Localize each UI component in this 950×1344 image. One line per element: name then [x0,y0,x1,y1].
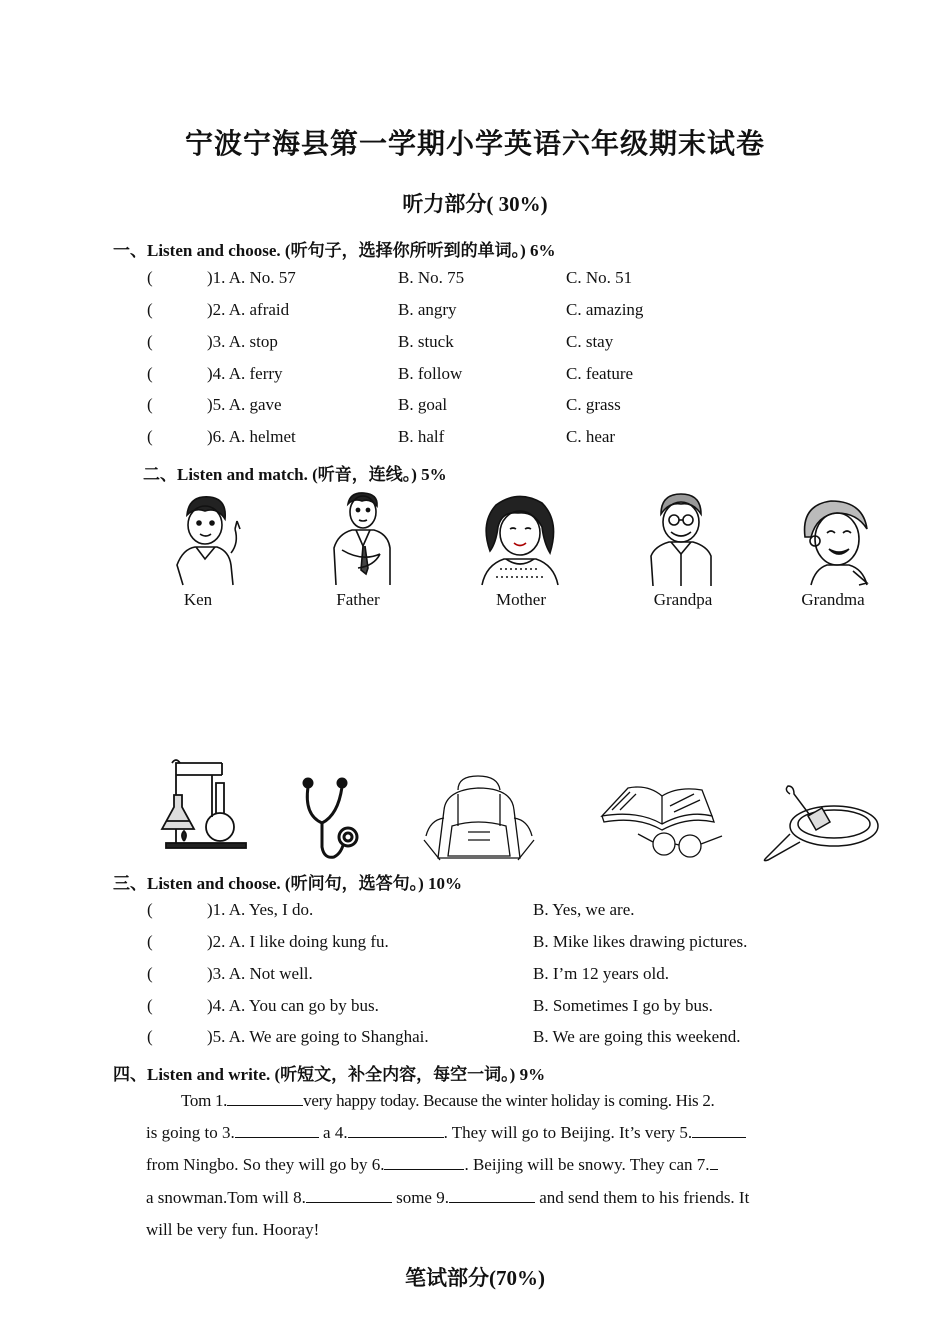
passage-line-5: will be very fun. Hooray! [146,1220,320,1239]
answer-paren[interactable]: ( [147,332,153,351]
option-a: )3. A. Not well. [207,964,313,983]
option-a: )4. A. ferry [207,364,283,383]
s3-item-3 [147,964,313,984]
option-b: B. Sometimes I go by bus. [533,996,713,1015]
answer-paren[interactable]: ( [147,364,153,383]
s1-item-3 [147,332,278,352]
book-glasses-picture [598,780,728,864]
passage-text: a snowman.Tom will 8. [146,1188,306,1207]
passage-text: from Ningbo. So they will go by 6. [146,1155,385,1174]
lab-equipment-picture [160,755,250,850]
s1-item-1 [147,268,296,288]
s1-item-5 [147,395,282,415]
answer-paren[interactable]: ( [147,268,153,287]
answer-paren[interactable]: ( [147,900,153,919]
passage-text: and send them to his friends. It [534,1188,750,1207]
option-a: )5. A. gave [207,395,282,414]
s3-item-2 [147,932,389,952]
blank-3[interactable] [235,1123,319,1138]
option-b: B. follow [398,364,463,383]
option-a: )1. A. No. 57 [207,268,296,287]
option-b: B. I’m 12 years old. [533,964,669,983]
option-c: C. grass [566,395,621,414]
option-b: B. stuck [398,332,454,351]
option-c: C. amazing [566,300,644,319]
answer-paren[interactable]: ( [147,996,153,1015]
passage-line-4 [146,1188,749,1208]
blank-5[interactable] [692,1123,746,1138]
option-a: )3. A. stop [207,332,278,351]
stethoscope-picture [298,775,366,863]
label-grandma: Grandma [801,590,865,609]
option-b: B. No. 75 [398,268,465,287]
answer-paren[interactable]: ( [147,427,153,446]
passage-text: very happy today. Because the winter holiday is coming. His 2. [303,1091,715,1110]
option-b: B. half [398,427,445,446]
answer-paren[interactable]: ( [147,964,153,983]
grandpa-picture [645,492,717,588]
passage-text: is going to 3. [146,1123,235,1142]
answer-paren[interactable]: ( [147,395,153,414]
backpack-picture [418,770,548,866]
option-c: C. hear [566,427,616,446]
blank-8[interactable] [306,1188,392,1203]
exam-title: 宁波宁海县第一学期小学英语六年级期末试卷 [184,127,765,160]
answer-paren[interactable]: ( [147,300,153,319]
blank-9[interactable] [449,1188,535,1203]
s1-item-2 [147,300,289,320]
written-header: 笔试部分(70%) [405,1266,545,1290]
answer-paren[interactable]: ( [147,932,153,951]
blank-6[interactable] [384,1155,464,1170]
section1-heading: 一、Listen and choose. (听句子，选择你所听到的单词。) 6% [113,241,556,260]
option-a: )5. A. We are going to Shanghai. [207,1027,429,1046]
option-b: B. angry [398,300,457,319]
blank-1[interactable] [227,1091,303,1106]
passage-text: some 9. [391,1188,449,1207]
passage-text: a 4. [318,1123,348,1142]
option-b: B. Mike likes drawing pictures. [533,932,748,951]
label-father: Father [336,590,380,609]
option-a: )2. A. I like doing kung fu. [207,932,389,951]
option-a: )4. A. You can go by bus. [207,996,379,1015]
blank-4[interactable] [348,1123,444,1138]
passage-text: . They will go to Beijing. It’s very 5. [443,1123,693,1142]
passage-text: . Beijing will be snowy. They can 7. [464,1155,710,1174]
option-a: )6. A. helmet [207,427,296,446]
s1-item-6 [147,427,296,447]
frying-pan-picture [760,788,882,866]
mother-picture [478,493,562,587]
passage-line-1 [181,1091,714,1111]
section3-heading: 三、Listen and choose. (听问句，选答句。) 10% [113,874,462,893]
label-ken: Ken [183,590,213,609]
passage-line-3 [146,1155,718,1175]
s3-item-4 [147,996,379,1016]
answer-paren[interactable]: ( [147,1027,153,1046]
option-c: C. feature [566,364,634,383]
passage-line-2 [146,1123,746,1143]
option-b: B. Yes, we are. [533,900,635,919]
s3-item-5 [147,1027,429,1047]
ken-picture [165,493,245,588]
option-c: C. stay [566,332,614,351]
option-a: )2. A. afraid [207,300,290,319]
label-mother: Mother [495,590,547,609]
passage-text: Tom 1. [181,1091,228,1110]
listening-header: 听力部分( 30%) [402,192,548,216]
section4-heading: 四、Listen and write. (听短文，补全内容，每空一词。) 9% [113,1065,546,1084]
s3-item-1 [147,900,313,920]
option-b: B. We are going this weekend. [533,1027,741,1046]
section2-heading: 二、Listen and match. (听音，连线。) 5% [143,465,447,484]
option-c: C. No. 51 [566,268,633,287]
father-picture [328,490,398,590]
option-a: )1. A. Yes, I do. [207,900,314,919]
blank-7[interactable] [710,1155,718,1170]
grandma-picture [797,497,873,587]
label-grandpa: Grandpa [653,590,713,609]
option-b: B. goal [398,395,448,414]
s1-item-4 [147,364,283,384]
